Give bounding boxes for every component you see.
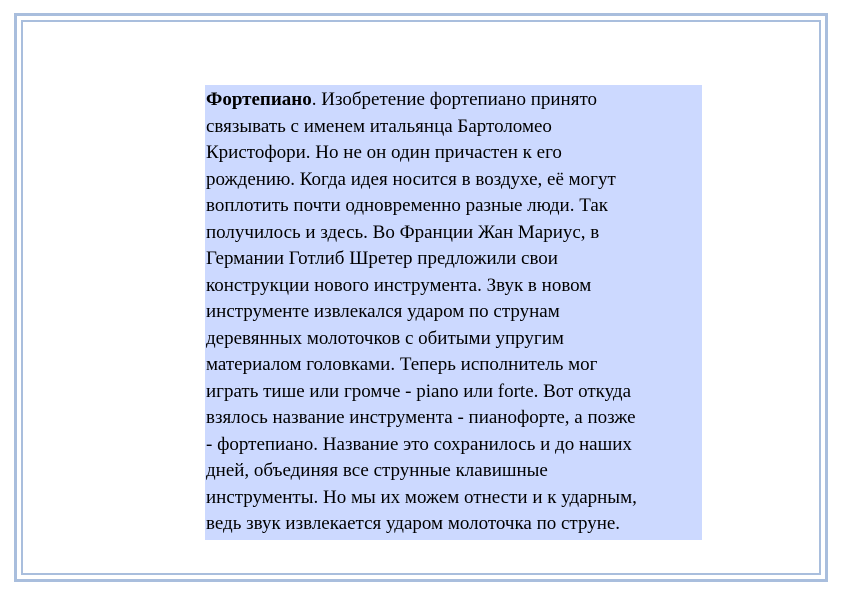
text-line-5: воплотить почти одновременно разные люди. Так	[206, 195, 609, 216]
text-box	[205, 85, 702, 540]
text-line-1-rest: . Изобретение фортепиано принято	[311, 89, 598, 110]
paragraph-title: Фортепиано	[206, 89, 312, 110]
text-line-12: играть тише или громче - piano или forte. Вот откуда	[206, 380, 632, 402]
text-line-15: дней, объединяя все струнные клавишные	[206, 460, 548, 481]
text-line-1	[206, 87, 701, 114]
text-line-11: материалом головками. Теперь исполнитель мог	[206, 354, 598, 375]
text-line-9: инструменте извлекался ударом по струнам	[206, 301, 560, 322]
text-line-8: конструкции нового инструмента. Звук в новом	[206, 274, 592, 296]
text-line-14: - фортепиано. Название это сохранилось и до наших	[206, 433, 632, 455]
text-line-2: связывать с именем итальянца Бартоломео	[206, 115, 552, 137]
text-line-4: рождению. Когда идея носится в воздухе, её могут	[206, 168, 616, 190]
text-line-16: инструменты. Но мы их можем отнести и к ударным,	[206, 486, 637, 508]
text-line-17: ведь звук извлекается ударом молоточка по струне.	[206, 513, 621, 534]
text-line-6: получилось и здесь. Во Франции Жан Мариус, в	[206, 221, 600, 243]
text-line-7: Германии Готлиб Шретер предложили свои	[206, 248, 558, 269]
text-line-10: деревянных молоточков с обитыми упругим	[206, 327, 564, 349]
text-line-3: Кристофори. Но не он один причастен к его	[206, 142, 562, 163]
text-line-13: взялось название инструмента - пианофорте, а позже	[206, 407, 636, 428]
